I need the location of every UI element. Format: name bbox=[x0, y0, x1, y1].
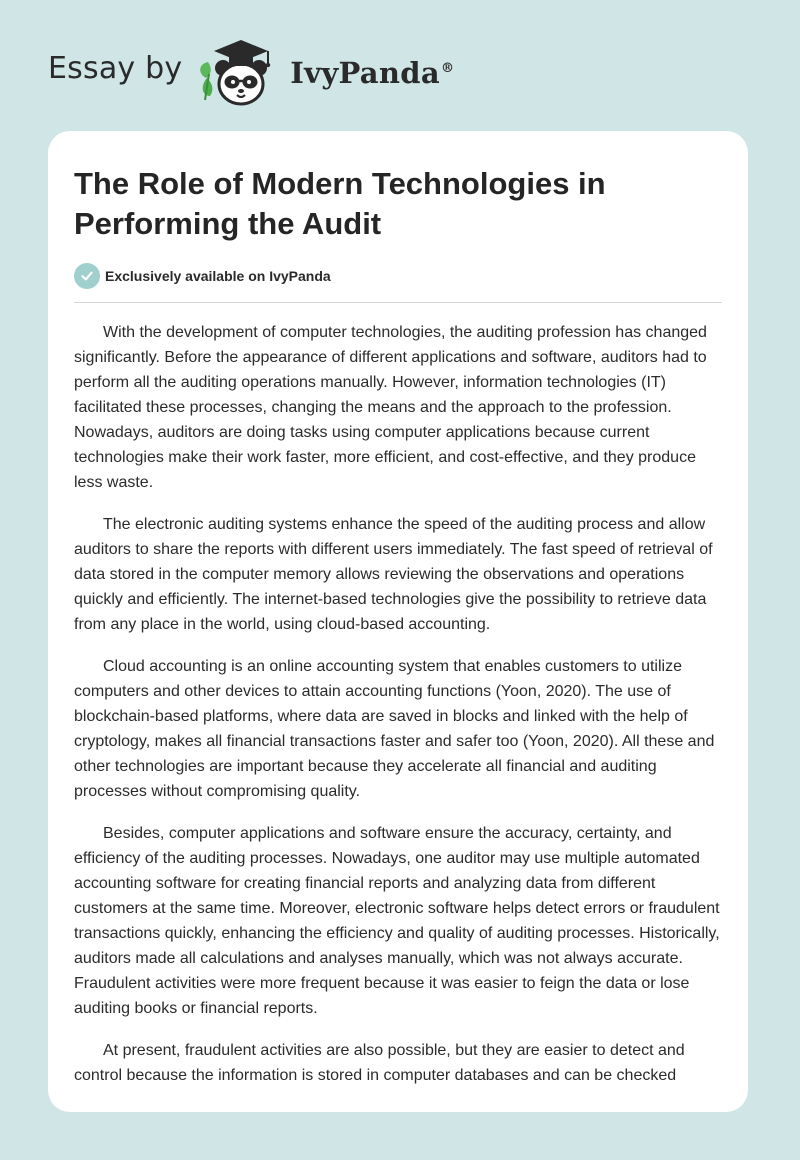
site-header-brand[interactable] bbox=[48, 34, 454, 108]
essay-paragraph: At present, fraudulent activities are also possible, but they are easier to detect and control because the information is stored in computer databases and can be checked bbox=[74, 1042, 685, 1084]
brand-name bbox=[290, 56, 454, 90]
title-divider bbox=[74, 302, 722, 303]
essay-paragraph: Besides, computer applications and software ensure the accuracy, certainty, and efficiency of the auditing processes. Nowadays, one auditor may use multiple automated accounting software for creating financial reports and analyzing data from different customers at the same time. Moreover, electronic software helps detect errors or fraudulent transactions quickly, enhancing the efficiency and quality of auditing processes. Historically, auditors made all calculations and analyses manually, which was not always accurate. Fraudulent activities were more frequent because it was easier to feign the data or lose auditing books or financial reports. bbox=[74, 825, 720, 1017]
brand-name-text: IvyPanda bbox=[290, 56, 440, 90]
essay-paragraph: Cloud accounting is an online accounting system that enables customers to utilize computers and other devices to attain accounting functions (Yoon, 2020). The use of blockchain-based platforms, where data are saved in blocks and linked with the help of cryptology, makes all financial transactions faster and safer too (Yoon, 2020). All these and other technologies are important because they accelerate all financial and auditing processes without compromising quality. bbox=[74, 658, 715, 800]
essay-body bbox=[74, 320, 726, 1105]
exclusive-badge-text: Exclusively available on IvyPanda bbox=[105, 268, 331, 284]
exclusive-badge bbox=[74, 263, 331, 289]
check-circle-icon bbox=[74, 263, 100, 289]
essay-paragraph: With the development of computer technologies, the auditing profession has changed significantly. Before the appearance of different applications and software, auditors had to perform all the auditing operations manually. However, information technologies (IT) facilitated these processes, changing the means and the approach to the profession. Nowadays, auditors are doing tasks using computer applications because current technologies make their work faster, more efficient, and cost-effective, and they produce less waste. bbox=[74, 324, 707, 491]
essay-by-label: Essay by bbox=[48, 50, 183, 86]
registered-mark: ® bbox=[440, 61, 455, 77]
essay-title: The Role of Modern Technologies in Performing the Audit bbox=[74, 166, 606, 241]
panda-mascot-icon bbox=[196, 34, 286, 108]
essay-paragraph: The electronic auditing systems enhance the speed of the auditing process and allow auditors to share the reports with different users immediately. The fast speed of retrieval of data stored in the computer memory allows reviewing the observations and operations quickly and efficiently. The internet-based technologies give the possibility to retrieve data from any place in the world, using cloud-based accounting. bbox=[74, 516, 713, 633]
essay-card bbox=[48, 131, 748, 1112]
